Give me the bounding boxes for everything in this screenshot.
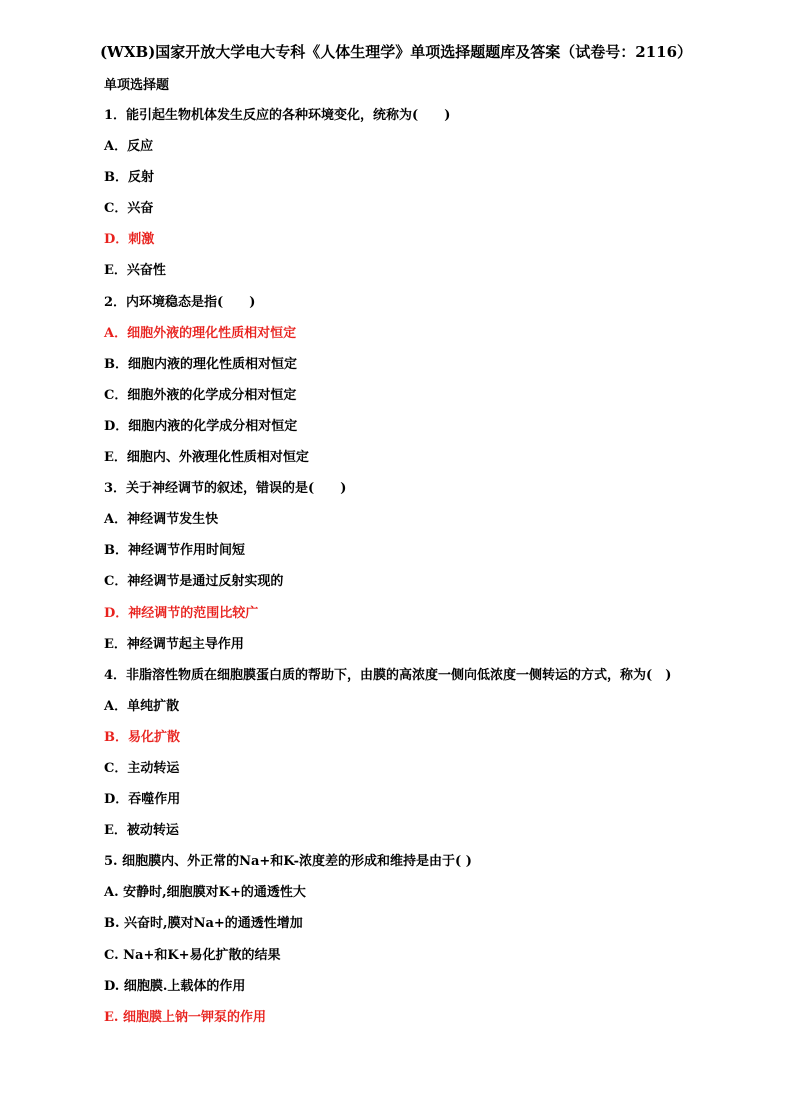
answer-option: C．主动转运	[104, 760, 180, 776]
answer-option: A．单纯扩散	[104, 698, 180, 714]
answer-option-correct: D．神经调节的范围比较广	[104, 605, 259, 621]
answer-option: D. 细胞膜.上载体的作用	[104, 978, 246, 994]
question-stem-3: 3．关于神经调节的叙述，错误的是( )	[104, 481, 347, 497]
answer-option: C．细胞外液的化学成分相对恒定	[104, 387, 297, 403]
answer-option: A．神经调节发生快	[104, 512, 219, 528]
answer-option-correct: D．刺激	[104, 232, 155, 248]
answer-option: C. Na+和K+易化扩散的结果	[104, 947, 281, 963]
answer-option-correct: A．细胞外液的理化性质相对恒定	[104, 325, 297, 341]
answer-option: E．细胞内、外液理化性质相对恒定	[104, 450, 309, 466]
answer-option: B．神经调节作用时间短	[104, 543, 245, 559]
answer-option-correct: E. 细胞膜上钠一钾泵的作用	[104, 1009, 266, 1025]
answer-option: D．吞噬作用	[104, 792, 181, 808]
question-list	[104, 106, 764, 1039]
answer-option: E．兴奋性	[104, 263, 166, 279]
answer-option: A. 安静时,细胞膜对K+的通透性大	[104, 885, 306, 901]
answer-option: A．反应	[104, 139, 154, 155]
answer-option: B．反射	[104, 170, 154, 186]
question-stem-1: 1．能引起生物机体发生反应的各种环境变化，统称为( )	[104, 108, 451, 123]
answer-option: B．细胞内液的理化性质相对恒定	[104, 356, 297, 372]
answer-option: B. 兴奋时,膜对Na+的通透性增加	[104, 916, 303, 932]
question-stem-4: 4．非脂溶性物质在细胞膜蛋白质的帮助下，由膜的高浓度一侧向低浓度一侧转运的方式，称为( )	[104, 667, 672, 683]
document-title: (WXB)国家开放大学电大专科《人体生理学》单项选择题题库及答案（试卷号：2116）	[99, 43, 693, 61]
answer-option: C．兴奋	[104, 201, 154, 217]
answer-option: E．神经调节起主导作用	[104, 636, 244, 652]
answer-option: E．被动转运	[104, 823, 179, 839]
answer-option-correct: B．易化扩散	[104, 729, 180, 745]
section-heading: 单项选择题	[104, 78, 170, 93]
question-stem-2: 2．内环境稳态是指( )	[104, 294, 256, 310]
answer-option: C．神经调节是通过反射实现的	[104, 574, 284, 590]
answer-option: D．细胞内液的化学成分相对恒定	[104, 418, 298, 434]
question-stem-5: 5. 细胞膜内、外正常的Na+和K-浓度差的形成和维持是由于( )	[104, 854, 472, 870]
